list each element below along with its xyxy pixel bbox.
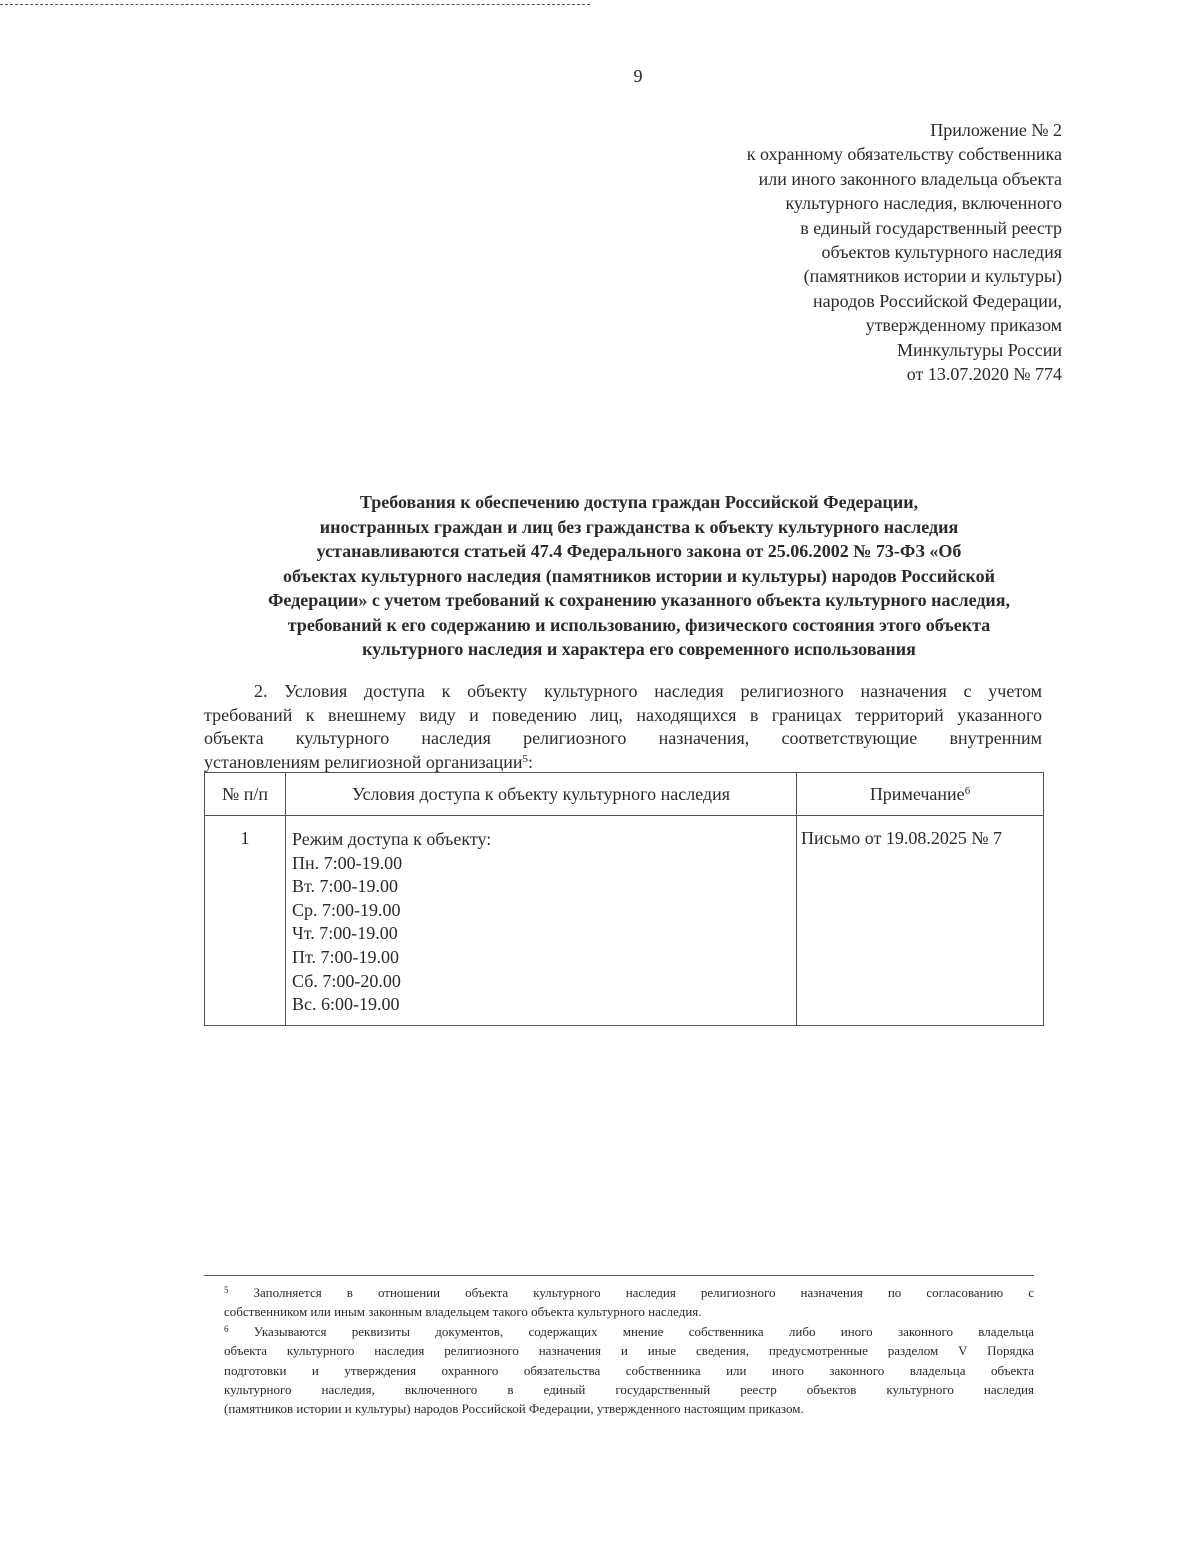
appendix-line: Приложение № 2: [930, 120, 1062, 140]
title-line: требований к его содержанию и использованию, физического состояния этого объекта: [287, 614, 991, 635]
header-note-label: Примечание: [869, 783, 965, 804]
appendix-line: народов Российской Федерации,: [813, 290, 1062, 311]
scan-edge-line: [0, 4, 590, 5]
footnote-5-text: Заполняется в отношении объекта культурного наследия религиозного назначения по согласованию с: [253, 1285, 1034, 1300]
footnote-6-line: (памятников истории и культуры) народов Российской Федерации, утвержденного настоящим приказом.: [224, 1401, 804, 1417]
appendix-line: или иного законного владельца объекта: [758, 168, 1062, 189]
schedule-line: Пт. 7:00-19.00: [292, 946, 400, 967]
table-row: [205, 816, 1044, 1026]
appendix-header: [642, 118, 1062, 386]
appendix-line: Минкультуры России: [897, 339, 1062, 360]
appendix-line: утвержденному приказом: [865, 315, 1062, 336]
footnote-6-line: подготовки и утверждения охранного обязательства собственника или иного законного владельца объекта: [224, 1362, 1034, 1378]
title-line: Федерации» с учетом требований к сохранению указанного объекта культурного наследия,: [267, 590, 1011, 610]
footnote-5-line: [224, 1283, 1034, 1302]
schedule-line: Вс. 6:00-19.00: [292, 994, 400, 1015]
paragraph-2: [204, 680, 1042, 774]
title-line: Требования к обеспечению доступа граждан Российской Федерации,: [359, 492, 919, 512]
footnote-5-marker: 5: [224, 1285, 229, 1295]
footnote-6-line: объекта культурного наследия религиозного назначения и иные сведения, предусмотренные разделом V Порядка: [224, 1343, 1034, 1359]
appendix-line: от 13.07.2020 № 774: [906, 364, 1062, 385]
row-conditions: [286, 816, 797, 1026]
paragraph-line: 2. Условия доступа к объекту культурного наследия религиозного назначения с учетом: [254, 681, 1042, 701]
schedule-line: Сб. 7:00-20.00: [292, 970, 401, 991]
paragraph-line-text: установлениям религиозной организации: [204, 751, 523, 772]
footnotes: [224, 1283, 1034, 1419]
schedule-line: Чт. 7:00-19.00: [292, 923, 398, 944]
appendix-line: объектов культурного наследия: [821, 242, 1062, 263]
header-num: № п/п: [205, 773, 286, 816]
footnote-6-text: Указываются реквизиты документов, содержащих мнение собственника либо иного законного владельца: [253, 1323, 1034, 1339]
title-line: устанавливаются статьей 47.4 Федерального закона от 25.06.2002 № 73-ФЗ «Об: [316, 541, 962, 561]
row-note: Письмо от 19.08.2025 № 7: [797, 816, 1044, 1026]
footnote-6-line: [224, 1322, 1034, 1341]
page-number: 9: [633, 66, 643, 86]
title-line: объектах культурного наследия (памятников истории и культуры) народов Российской: [283, 565, 995, 586]
footnote-divider: [204, 1275, 1034, 1276]
title-line: культурного наследия и характера его современного использования: [362, 639, 916, 659]
footnote-6-line: культурного наследия, включенного в единый государственный реестр объектов культурного наследия: [224, 1382, 1034, 1398]
paragraph-line-last: [204, 751, 1042, 775]
header-note: [797, 773, 1044, 816]
schedule-line: Вт. 7:00-19.00: [292, 876, 399, 897]
document-title: [200, 490, 1078, 662]
appendix-line: к охранному обязательству собственника: [746, 144, 1062, 165]
paragraph-line: требований к внешнему виду и поведению лиц, находящихся в границах территорий указанного: [204, 704, 1042, 725]
schedule-line: Пн. 7:00-19.00: [292, 852, 403, 873]
footnote-ref-5: 5: [522, 752, 528, 765]
schedule-heading: Режим доступа к объекту:: [292, 829, 492, 849]
appendix-line: в единый государственный реестр: [800, 217, 1062, 238]
table-header-row: [205, 773, 1044, 816]
title-line: иностранных граждан и лиц без гражданства к объекту культурного наследия: [319, 516, 959, 537]
schedule-line: Ср. 7:00-19.00: [292, 899, 401, 920]
paragraph-line: объекта культурного наследия религиозного назначения, соответствующие внутренним: [204, 728, 1042, 748]
footnote-ref-6: 6: [964, 784, 971, 797]
footnote-6-marker: 6: [224, 1323, 229, 1334]
header-conditions: Условия доступа к объекту культурного наследия: [286, 773, 797, 816]
footnote-5-line: собственником или иным законным владельцем такого объекта культурного наследия.: [224, 1304, 702, 1320]
appendix-line: (памятников истории и культуры): [803, 266, 1062, 287]
access-conditions-table: [204, 772, 1044, 1026]
row-num: 1: [205, 816, 286, 1026]
appendix-line: культурного наследия, включенного: [785, 193, 1062, 214]
paragraph-end-punct: :: [528, 751, 534, 772]
